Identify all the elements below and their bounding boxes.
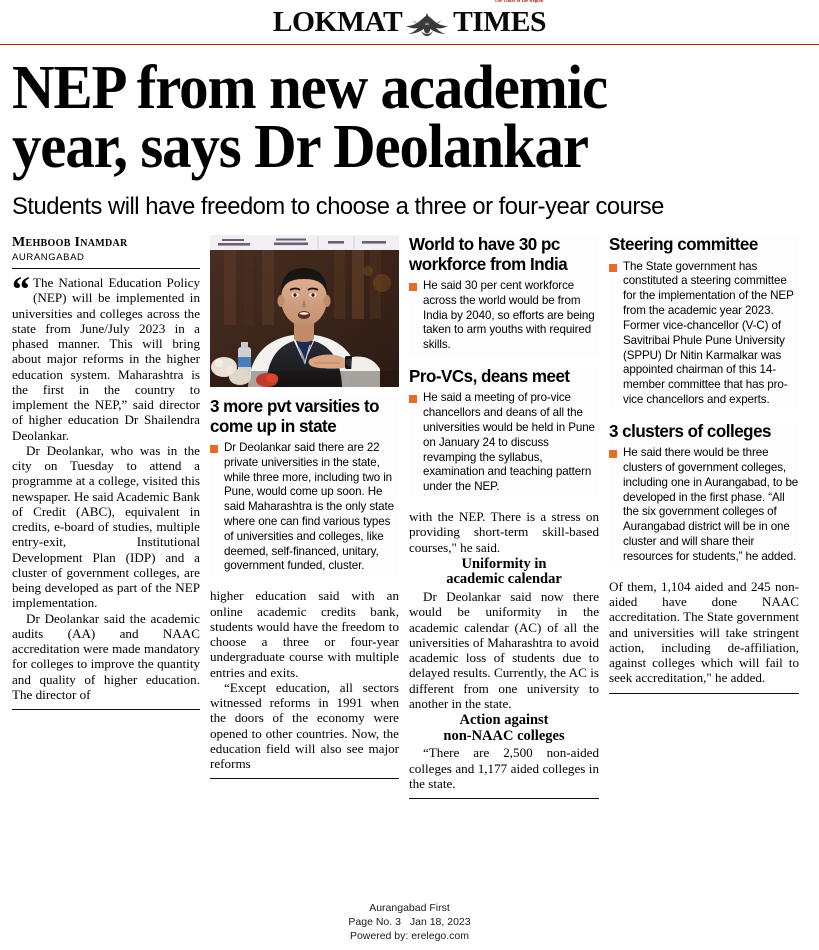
footer-page-number: Page No. 3 bbox=[348, 916, 401, 929]
paragraph: higher education said with an online academic credits bank, students would have the freedom to choose a three or four-year undergraduate course with multiple entries and exits. bbox=[210, 588, 399, 680]
sidebar-title: World to have 30 pc workforce from India bbox=[409, 234, 568, 274]
square-bullet-icon bbox=[609, 264, 617, 272]
paragraph: Dr Deolankar said the academic audits (AA) and NAAC accreditation were made mandatory for colleges to improve the quantity and quality of higher education. The director of bbox=[12, 610, 200, 702]
sidebar-bullet-item bbox=[609, 446, 799, 565]
page-footer bbox=[0, 902, 819, 944]
crosshead-line-1: Uniformity in bbox=[461, 555, 547, 572]
column-2-body bbox=[210, 588, 399, 771]
sidebar-body: He said a meeting of pro-vice chancellors and deans of all the universities would be held in Pune on January 24 to discuss revamping the syllabus, examination and teaching pattern under the NEP. bbox=[423, 391, 595, 494]
paragraph-text: The National Education Policy (NEP) will be implemented in universities and colleges across the state from June/July 2023 in a phased manner. This will bring about major reforms in the higher education system. Maharashtra is the first in the country to implement the NEP,” said director of higher education Dr Shailendra Deolankar. bbox=[12, 275, 200, 443]
footer-powered-by: Powered by: erelego.com bbox=[349, 930, 470, 943]
sidebar-title: Steering committee bbox=[609, 234, 758, 255]
footer-date: Jan 18, 2023 bbox=[409, 916, 471, 929]
paragraph bbox=[12, 269, 200, 443]
sidebar-box-clusters bbox=[609, 422, 799, 567]
paragraph: Of them, 1,104 aided and 245 non-aided have done NAAC accreditation. The State government and universities will take stringent action, including de-affiliation, against colleges which will fail to seek accreditation," he added. bbox=[609, 578, 799, 686]
headline-line-2: year, says Dr Deolankar bbox=[12, 113, 588, 182]
article-columns bbox=[0, 221, 819, 799]
square-bullet-icon bbox=[409, 395, 417, 403]
sidebar-box-workforce bbox=[409, 235, 599, 355]
column-3 bbox=[409, 235, 599, 799]
column-2-bottom-rule bbox=[210, 778, 399, 779]
column-4-bottom-rule bbox=[609, 693, 799, 694]
footer-page-date bbox=[0, 916, 819, 930]
sidebar-box-pvt-varsities bbox=[210, 397, 399, 576]
page-title bbox=[12, 54, 765, 182]
square-bullet-icon bbox=[609, 450, 617, 458]
column-1 bbox=[12, 235, 200, 710]
open-quote-icon: “ bbox=[12, 269, 28, 310]
masthead-word-times: TIMES bbox=[453, 6, 547, 38]
sidebar-bullet-item bbox=[409, 391, 599, 495]
sidebar-box-steering-committee bbox=[609, 235, 799, 410]
paragraph: “Except education, all sectors witnessed reforms in 1991 when the doors of the economy were opened to other countries. Now, the education field will also see major reforms bbox=[210, 679, 399, 772]
paragraph: “There are 2,500 non-aided colleges and 1,177 aided colleges in the state. bbox=[409, 745, 599, 791]
column-1-bottom-rule bbox=[12, 709, 200, 710]
article-photo bbox=[210, 235, 399, 387]
sidebar-body: He said there would be three clusters of government colleges, including one in Aurangabad, to be developed in the first phase. “All the six government colleges of Aurangabad district will be in one cluster and will share their resources for students,” he added. bbox=[623, 446, 799, 563]
headline-line-1: NEP from new academic bbox=[12, 54, 607, 123]
crosshead-uniformity bbox=[409, 557, 599, 588]
column-1-body bbox=[12, 269, 200, 702]
crosshead-line-2: non-NAAC colleges bbox=[443, 727, 565, 744]
column-3-bottom-rule bbox=[409, 798, 599, 799]
byline-divider bbox=[12, 268, 200, 269]
masthead bbox=[0, 0, 819, 44]
square-bullet-icon bbox=[409, 283, 417, 291]
sidebar-body: Dr Deolankar said there are 22 private universities in the state, while three more, including two in Pune, would come up soon. He said Maharashtra is the only state where one can find various types of universities and colleges, like deemed, self-financed, unitary, government funded, cluster. bbox=[224, 440, 394, 573]
crosshead-line-1: Action against bbox=[459, 712, 549, 729]
column-2 bbox=[210, 235, 399, 779]
paragraph: with the NEP. There is a stress on providing short-term skill-based courses," he said. bbox=[409, 509, 599, 555]
column-4-body bbox=[609, 579, 799, 686]
sidebar-bullet-item bbox=[609, 260, 799, 408]
crosshead-line-2: academic calendar bbox=[446, 571, 562, 588]
footer-edition: Aurangabad First bbox=[369, 902, 450, 915]
page-subtitle: Students will have freedom to choose a three or four-year course bbox=[12, 193, 664, 221]
masthead-logo bbox=[272, 0, 547, 38]
paragraph: Dr Deolankar, who was in the city on Tuesday to attend a programme at a college, visited this newspaper. He said Academic Bank of Credit (ABC), equivalent in credits, e-board of studies, multiple entry-exit, Institutional Development Plan (IDP) and a cluster of government colleges, are being developed as part of the NEP implementation. bbox=[12, 442, 200, 611]
byline-author: Mehboob Inamdar bbox=[12, 235, 128, 251]
sidebar-body: The State government has constituted a steering committee for the implementation of the NEP from the academic year 2023. Former vice-chancellor (V-C) of Savitribai Phule Pune University (SPPU) Dr Nitin Karmalkar was appointed chairman of this 14-member committee that has pro-vice chancellors and experts. bbox=[623, 259, 794, 407]
byline-dateline: AURANGABAD bbox=[12, 251, 85, 263]
masthead-tagline: The Times of the Region bbox=[494, 0, 544, 3]
sidebar-body: He said 30 per cent workforce across the world would be from India by 2040, so efforts are being taken to arm youths with required skills. bbox=[423, 278, 595, 352]
sidebar-box-provcs bbox=[409, 367, 599, 497]
sidebar-title: 3 clusters of colleges bbox=[609, 420, 771, 441]
headline-block bbox=[0, 45, 819, 221]
leaf-crest-emblem-icon bbox=[401, 11, 453, 37]
crosshead-action-naac bbox=[409, 713, 599, 744]
sidebar-title: 3 more pvt varsities to come up in state bbox=[210, 396, 380, 436]
masthead-word-lokmat: LOKMAT bbox=[272, 6, 402, 38]
sidebar-bullet-item bbox=[210, 441, 399, 574]
sidebar-bullet-item bbox=[409, 279, 599, 353]
sidebar-title: Pro-VCs, deans meet bbox=[409, 365, 570, 386]
square-bullet-icon bbox=[210, 445, 218, 453]
paragraph: Dr Deolankar said now there would be uniformity in the academic calendar (AC) of all the universities of Maharashtra to avoid academic loss of students due to delayed results. Currently, the AC is different from one university to another in the state. bbox=[409, 589, 599, 711]
column-3-body bbox=[409, 509, 599, 791]
column-4 bbox=[609, 235, 799, 693]
